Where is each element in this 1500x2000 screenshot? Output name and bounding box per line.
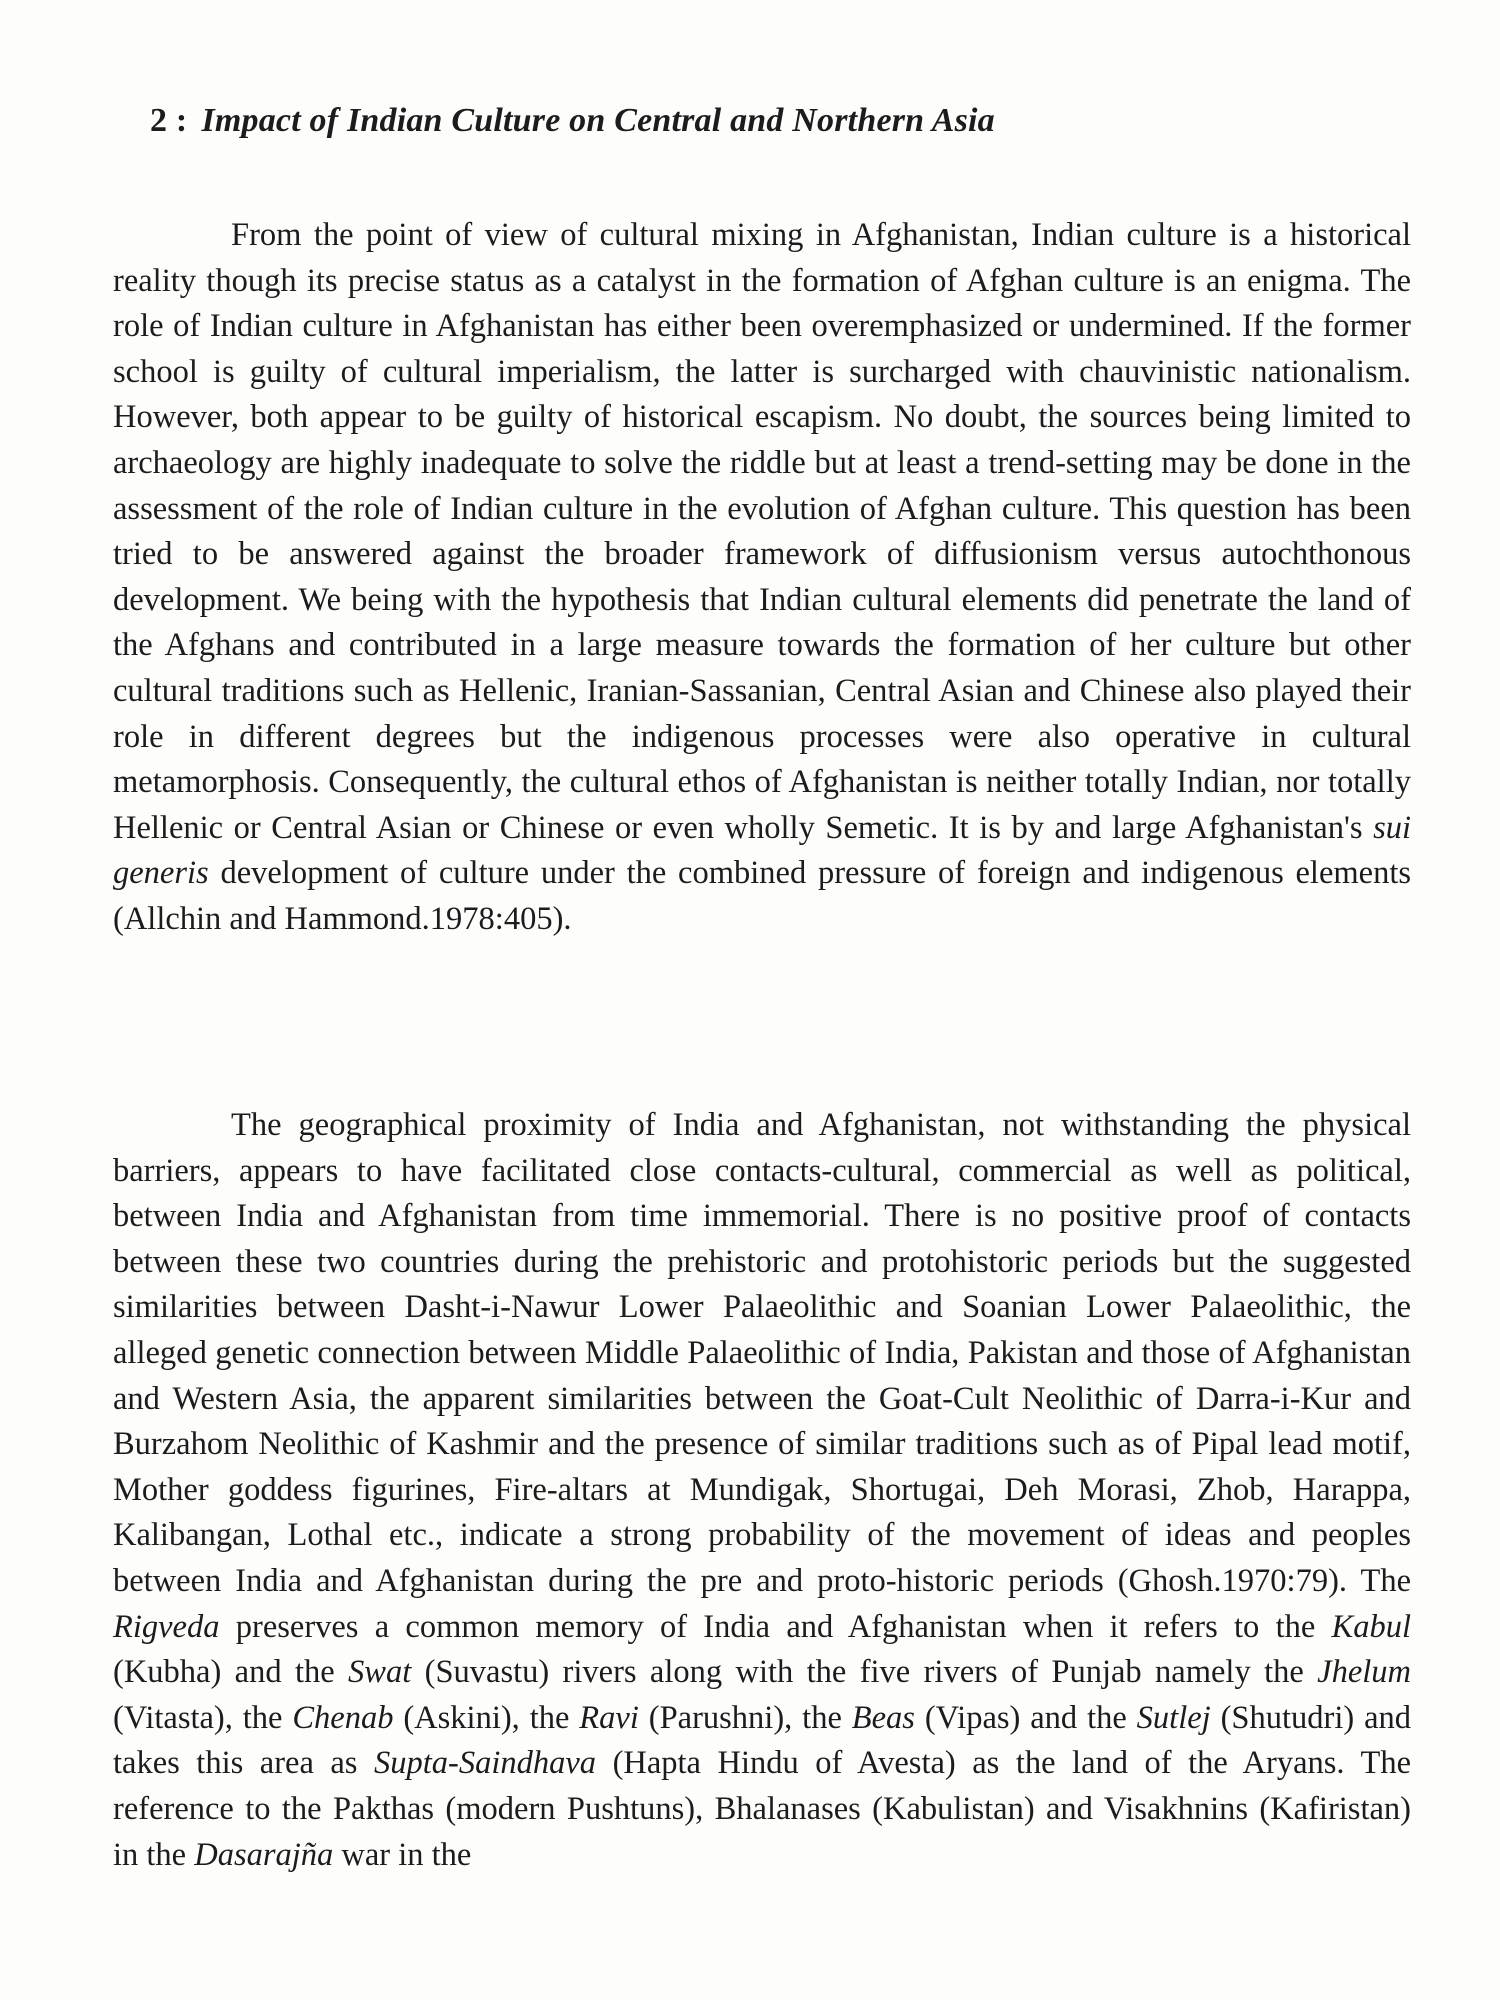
paragraph-1 xyxy=(113,213,1411,943)
italic-term-swat: Swat xyxy=(348,1654,412,1691)
text-segment: (Kubha) and the xyxy=(113,1654,349,1691)
text-segment: (Suvastu) rivers along with the five rivers of Punjab namely the xyxy=(411,1654,1318,1691)
chapter-number: 2 : xyxy=(150,102,188,139)
italic-term-beas: Beas xyxy=(851,1699,915,1736)
italic-term-rigveda: Rigveda xyxy=(113,1608,220,1645)
text-segment: (Askini), the xyxy=(393,1699,580,1736)
text-segment: preserves a common memory of India and Afghanistan when it refers to the xyxy=(219,1608,1332,1645)
text-segment: (Vipas) and the xyxy=(914,1699,1137,1736)
italic-term-jhelum: Jhelum xyxy=(1317,1654,1411,1691)
italic-term-dasarajna: Dasarajña xyxy=(194,1836,334,1873)
italic-term-sutlej: Sutlej xyxy=(1136,1699,1211,1736)
chapter-header xyxy=(150,102,995,140)
text-segment: (Shutudri) and takes this area as xyxy=(113,1699,1411,1782)
text-segment: (Hapta Hindu of Avesta) as the land of the Aryans. The reference to the Pakthas (modern Pushtuns), Bhalanases (Kabulistan) and Visakhnins (Kafiristan) in the xyxy=(113,1745,1411,1873)
italic-term-supta-saindhava: Supta-Saindhava xyxy=(373,1745,597,1782)
italic-term-sui-generis: sui generis xyxy=(113,809,1411,892)
text-segment: (Vitasta), the xyxy=(113,1699,293,1736)
text-segment: The geographical proximity of India and Afghanistan, not withstanding the physical barriers, appears to have facilitated close contacts-cultural, commercial as well as political, between India and Afghanistan from time immemorial. There is no positive proof of contacts between these two countries during the prehistoric and protohistoric periods but the suggested similarities between Dasht-i-Nawur Lower Palaeolithic and Soanian Lower Palaeolithic, the alleged genetic connection between Middle Palaeolithic of India, Pakistan and those of Afghanistan and Western Asia, the apparent similarities between the Goat-Cult Neolithic of Darra-i-Kur and Burzahom Neolithic of Kashmir and the presence of similar traditions such as of Pipal lead motif, Mother goddess figurines, Fire-altars at Mundigak, Shortugai, Deh Morasi, Zhob, Harappa, Kalibangan, Lothal etc., indicate a strong probability of the movement of ideas and peoples between India and Afghanistan during the pre and proto-historic periods (Ghosh.1970:79). The xyxy=(113,1107,1411,1599)
chapter-title: Impact of Indian Culture on Central and Northern Asia xyxy=(201,102,995,139)
text-segment: war in the xyxy=(333,1836,472,1873)
italic-term-ravi: Ravi xyxy=(579,1699,639,1736)
text-segment: From the point of view of cultural mixing in Afghanistan, Indian culture is a historical reality though its precise status as a catalyst in the formation of Afghan culture is an enigma. The role of Indian culture in Afghanistan has either been overemphasized or undermined. If the former school is guilty of cultural imperialism, the latter is surcharged with chauvinistic nationalism. However, both appear to be guilty of historical escapism. No doubt, the sources being limited to archaeology are highly inadequate to solve the riddle but at least a trend-setting may be done in the assessment of the role of Indian culture in the evolution of Afghan culture. This question has been tried to be answered against the broader framework of diffusionism versus autochthonous development. We being with the hypothesis that Indian cultural elements did penetrate the land of the Afghans and contributed in a large measure towards the formation of her culture but other cultural traditions such as Hellenic, Iranian-Sassanian, Central Asian and Chinese also played their role in different degrees but the indigenous processes were also operative in cultural metamorphosis. Consequently, the cultural ethos of Afghanistan is neither totally Indian, nor totally Hellenic or Central Asian or Chinese or even wholly Semetic. It is by and large Afghanistan's xyxy=(113,217,1411,846)
text-segment: development of culture under the combined pressure of foreign and indigenous elements (Allchin and Hammond.1978:405). xyxy=(113,855,1411,937)
italic-term-kabul: Kabul xyxy=(1331,1608,1411,1645)
paragraph-2 xyxy=(113,1103,1411,1878)
text-segment: (Parushni), the xyxy=(638,1699,852,1736)
italic-term-chenab: Chenab xyxy=(292,1699,394,1736)
